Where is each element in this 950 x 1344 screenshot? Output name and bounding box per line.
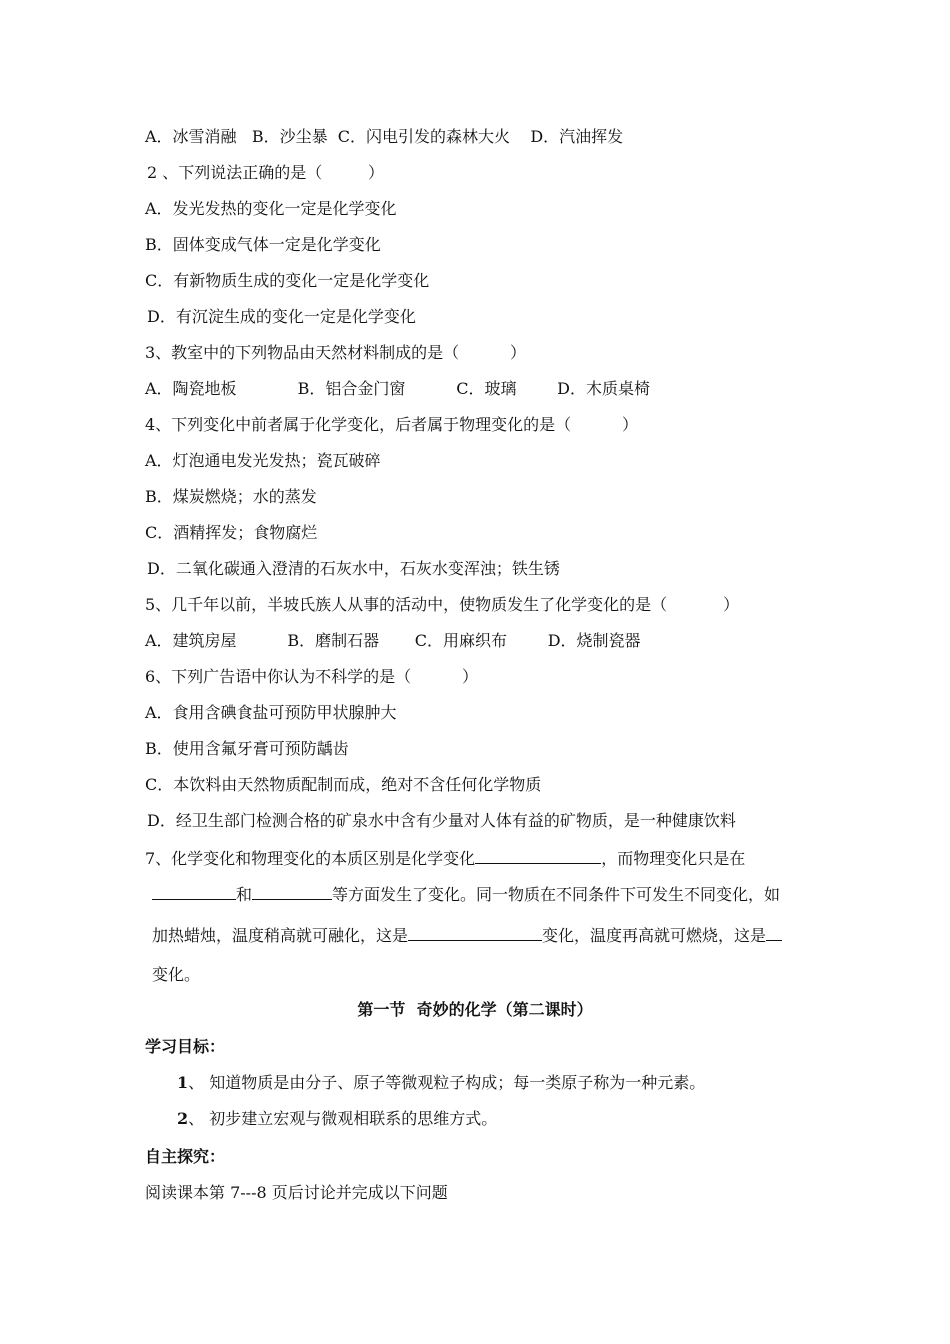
q7-text: 变化，温度再高就可燃烧，这是 (542, 926, 767, 945)
q7-text: 7、化学变化和物理变化的本质区别是化学变化 (145, 849, 476, 868)
goal-item-2 (177, 1109, 497, 1129)
q2-stem: 2 、下列说法正确的是（ ） (147, 163, 385, 182)
q7-line-4: 变化。 (152, 965, 201, 984)
q7-text: 等方面发生了变化。同一物质在不同条件下可发生不同变化，如 (332, 885, 781, 904)
q6-stem: 6、下列广告语中你认为不科学的是（ ） (145, 667, 479, 686)
q6-option-a: A．食用含碘食盐可预防甲状腺肿大 (145, 703, 397, 722)
goal-number: 2 (177, 1109, 189, 1128)
fill-blank[interactable] (252, 883, 332, 900)
goals-heading: 学习目标： (145, 1037, 226, 1056)
q4-option-d: D．二氧化碳通入澄清的石灰水中，石灰水变浑浊；铁生锈 (147, 559, 560, 578)
fill-blank[interactable] (475, 847, 601, 864)
q3-stem: 3、教室中的下列物品由天然材料制成的是（ ） (145, 343, 527, 362)
q7-line-1 (145, 847, 745, 869)
goal-text: 、 知道物质是由分子、原子等微观粒子构成；每一类原子称为一种元素。 (188, 1073, 706, 1092)
q6-option-b: B．使用含氟牙膏可预防龋齿 (145, 739, 349, 758)
q5-stem: 5、几千年以前，半坡氏族人从事的活动中，使物质发生了化学变化的是（ ） (145, 595, 740, 614)
goal-item-1 (177, 1073, 705, 1093)
explore-heading: 自主探究： (145, 1147, 226, 1166)
fill-blank[interactable] (152, 883, 236, 900)
q2-option-d: D．有沉淀生成的变化一定是化学变化 (147, 307, 416, 326)
q5-options: A．建筑房屋 B．磨制石器 C．用麻织布 D．烧制瓷器 (145, 631, 641, 650)
section-title: 第一节 奇妙的化学（第二课时） (357, 1000, 593, 1019)
q6-option-d: D．经卫生部门检测合格的矿泉水中含有少量对人体有益的矿物质，是一种健康饮料 (147, 811, 736, 830)
q7-line-2 (152, 883, 780, 905)
q4-option-c: C．酒精挥发；食物腐烂 (145, 523, 318, 542)
fill-blank[interactable] (408, 924, 542, 941)
q7-line-3 (152, 924, 782, 946)
q2-option-a: A．发光发热的变化一定是化学变化 (145, 199, 397, 218)
q4-option-b: B．煤炭燃烧；水的蒸发 (145, 487, 317, 506)
goal-text: 、 初步建立宏观与微观相联系的思维方式。 (188, 1109, 498, 1128)
q2-option-b: B．固体变成气体一定是化学变化 (145, 235, 381, 254)
q7-text: 和 (236, 885, 253, 904)
q4-option-a: A．灯泡通电发光发热；瓷瓦破碎 (145, 451, 381, 470)
q7-text: ，而物理变化只是在 (601, 849, 746, 868)
q1-options: A．冰雪消融 B．沙尘暴 C．闪电引发的森林大火 D．汽油挥发 (145, 127, 624, 146)
q3-options: A．陶瓷地板 B．铝合金门窗 C．玻璃 D．木质桌椅 (145, 379, 650, 398)
explore-text: 阅读课本第 7---8 页后讨论并完成以下问题 (145, 1183, 448, 1202)
goal-number: 1 (177, 1073, 189, 1092)
q6-option-c: C．本饮料由天然物质配制而成，绝对不含任何化学物质 (145, 775, 542, 794)
q7-text: 加热蜡烛，温度稍高就可融化，这是 (152, 926, 409, 945)
fill-blank[interactable] (766, 924, 782, 941)
q2-option-c: C．有新物质生成的变化一定是化学变化 (145, 271, 430, 290)
q4-stem: 4、下列变化中前者属于化学变化，后者属于物理变化的是（ ） (145, 415, 639, 434)
